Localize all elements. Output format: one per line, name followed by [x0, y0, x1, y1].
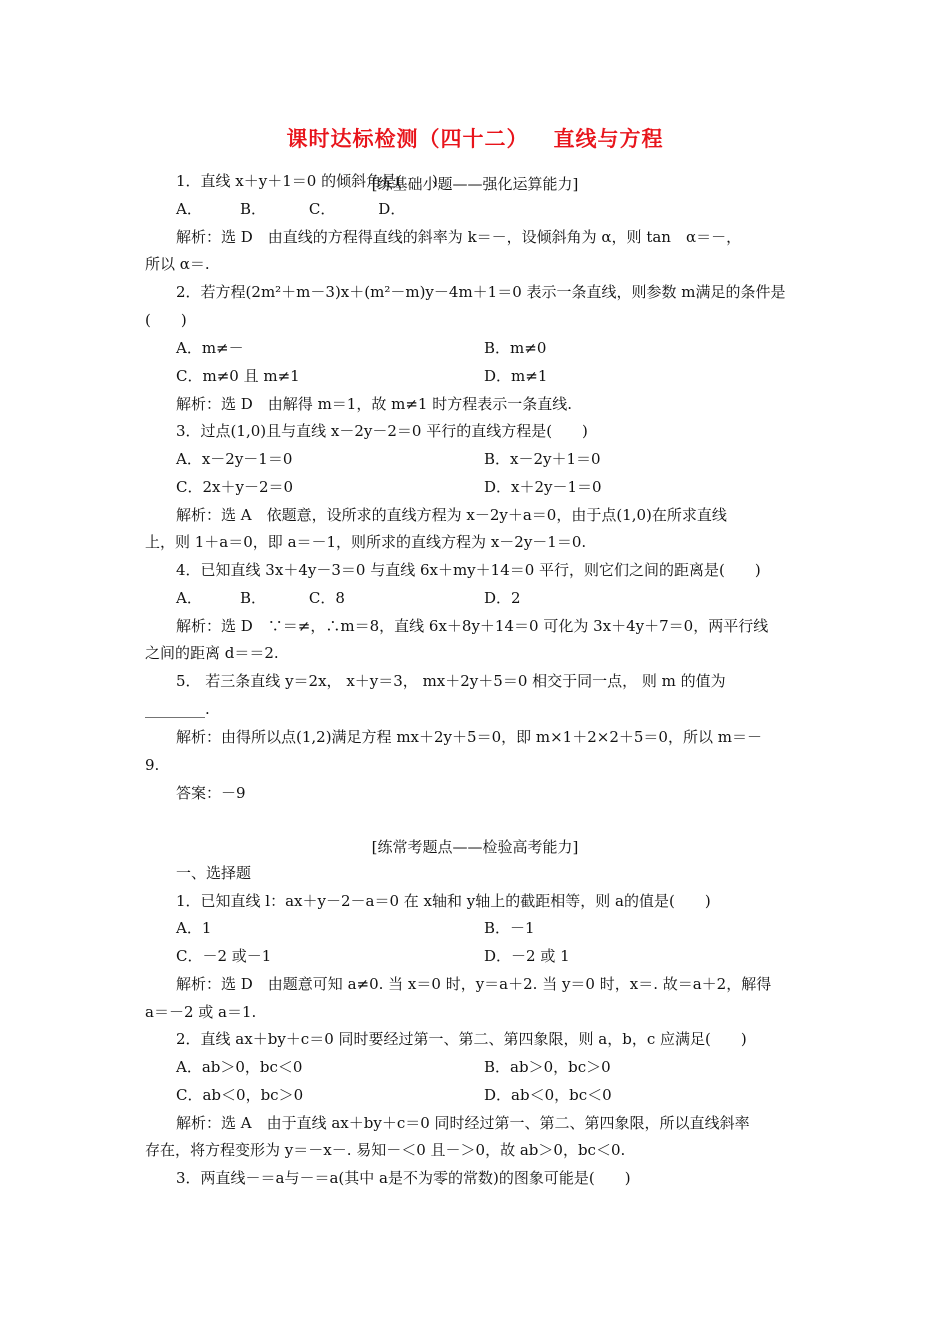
e1-option-d: D．－2 或 1	[484, 947, 570, 965]
q3-solution: 解析：选 A 依题意，设所求的直线方程为 x－2y＋a＝0，由于点(1,0)在所求直线	[176, 506, 727, 524]
q2-option-d: D．m≠1	[484, 367, 548, 385]
section-heading-basic: [练基础小题——强化运算能力]	[371, 175, 579, 193]
q2-stem-cont: ( )	[145, 311, 187, 329]
e1-solution: 解析：选 D 由题意可知 a≠0. 当 x＝0 时，y＝a＋2. 当 y＝0 时，x＝. 故＝a＋2，解得	[176, 975, 772, 993]
e1-option-a: A．1	[176, 919, 212, 937]
q2-stem: 2．若方程(2m²＋m－3)x＋(m²－m)y－4m＋1＝0 表示一条直线，则参数 m满足的条件是	[176, 283, 786, 301]
q4-stem: 4．已知直线 3x＋4y－3＝0 与直线 6x＋my＋14＝0 平行，则它们之间的距离是( )	[176, 561, 761, 579]
e1-solution-cont: a＝－2 或 a＝1.	[145, 1003, 257, 1021]
q1-solution-cont: 所以 α＝.	[145, 255, 210, 273]
e2-option-d: D．ab＜0，bc＜0	[484, 1086, 612, 1104]
page-title: 课时达标检测（四十二） 直线与方程	[286, 127, 664, 151]
e1-option-c: C．－2 或－1	[176, 947, 272, 965]
q5-answer-blank: ________.	[145, 700, 210, 718]
q2-option-c: C．m≠0 且 m≠1	[176, 367, 300, 385]
e3-stem: 3．两直线－＝a与－＝a(其中 a是不为零的常数)的图象可能是( )	[176, 1169, 631, 1187]
e2-option-c: C．ab＜0，bc＞0	[176, 1086, 304, 1104]
q3-option-d: D．x＋2y－1＝0	[484, 478, 602, 496]
e2-option-b: B．ab＞0，bc＞0	[484, 1058, 611, 1076]
q5-solution: 解析：由得所以点(1,2)满足方程 mx＋2y＋5＝0，即 m×1＋2×2＋5＝0，所以 m＝－	[176, 728, 762, 746]
e1-stem: 1．已知直线 l：ax＋y－2－a＝0 在 x轴和 y轴上的截距相等，则 a的值是( )	[176, 892, 711, 910]
q4-options: A． B． C．8	[176, 589, 345, 607]
q1-stem: 1．直线 x＋y＋1＝0 的倾斜角是( )	[176, 172, 438, 190]
q4-solution: 解析：选 D ∵＝≠，∴m＝8，直线 6x＋8y＋14＝0 可化为 3x＋4y＋7＝0，两平行线	[176, 617, 769, 635]
section-heading-exam: [练常考题点——检验高考能力]	[371, 838, 579, 856]
q5-solution-cont: 9.	[145, 756, 160, 774]
e2-solution-cont: 存在，将方程变形为 y＝－x－. 易知－＜0 且－＞0，故 ab＞0，bc＜0.	[145, 1141, 626, 1159]
q3-solution-cont: 上，则 1＋a＝0，即 a＝－1，则所求的直线方程为 x－2y－1＝0.	[145, 533, 587, 551]
e2-stem: 2．直线 ax＋by＋c＝0 同时要经过第一、第二、第四象限，则 a，b，c 应满足( )	[176, 1030, 747, 1048]
q2-option-a: A．m≠－	[176, 339, 244, 357]
q5-stem: 5． 若三条直线 y＝2x， x＋y＝3， mx＋2y＋5＝0 相交于同一点， 则 m 的值为	[176, 672, 726, 690]
q2-solution: 解析：选 D 由解得 m＝1，故 m≠1 时方程表示一条直线.	[176, 395, 572, 413]
q3-option-b: B．x－2y＋1＝0	[484, 450, 601, 468]
q5-answer: 答案：－9	[176, 784, 246, 802]
q1-solution: 解析：选 D 由直线的方程得直线的斜率为 k＝－，设倾斜角为 α，则 tan α＝－，	[176, 228, 742, 246]
q3-stem: 3．过点(1,0)且与直线 x－2y－2＝0 平行的直线方程是( )	[176, 422, 588, 440]
e2-option-a: A．ab＞0，bc＜0	[176, 1058, 303, 1076]
q2-option-b: B．m≠0	[484, 339, 547, 357]
part-heading-choice: 一、选择题	[176, 864, 252, 882]
e2-solution: 解析：选 A 由于直线 ax＋by＋c＝0 同时经过第一、第二、第四象限，所以直线斜率	[176, 1114, 750, 1132]
q1-options: A． B． C． D．	[176, 200, 406, 218]
q3-option-c: C．2x＋y－2＝0	[176, 478, 294, 496]
q3-option-a: A．x－2y－1＝0	[176, 450, 293, 468]
q4-option-d: D．2	[484, 589, 521, 607]
e1-option-b: B．－1	[484, 919, 535, 937]
q4-solution-cont: 之间的距离 d＝＝2.	[145, 644, 279, 662]
